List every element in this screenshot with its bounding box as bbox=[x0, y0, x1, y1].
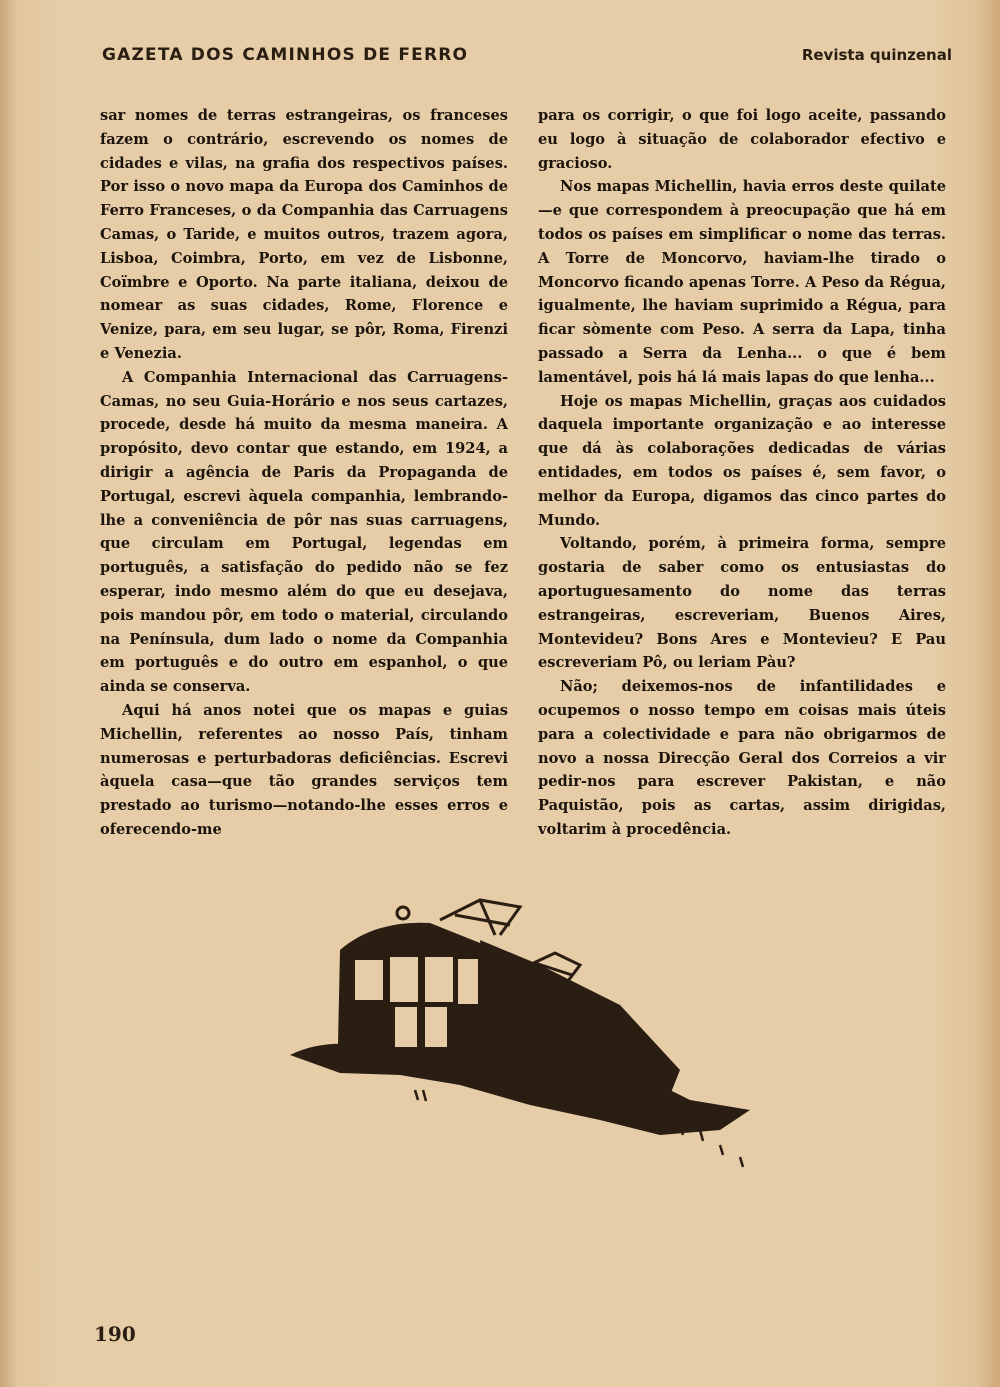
running-header-title: GAZETA DOS CAMINHOS DE FERRO bbox=[102, 45, 469, 65]
paragraph: Voltando, porém, à primeira forma, sempre gostaria de saber como os entusiastas do aportuguesamento do nome das terras estrangeiras, escreveriam, Buenos Aires, Montevideu? Bons Ares e Montevieu? E Pau escreveriam Pô, ou leriam Pàu? bbox=[538, 535, 946, 672]
paragraph: Nos mapas Michellin, havia erros deste quilate —e que correspondem à preocupação que há em todos os países em simplificar o nome das terras. A Torre de Moncorvo, haviam-lhe tirado o Moncorvo ficando apenas Torre. A Peso da Régua, igualmente, lhe haviam suprimido a Régua, para ficar sòmente com Peso. A serra da Lapa, tinha passado a Serra da Lenha... o que é bem lamentável, pois há lá mais lapas do que lenha... bbox=[538, 178, 946, 386]
paragraph: Aqui há anos notei que os mapas e guias Michellin, referentes ao nosso País, tinham numerosas e perturbadoras deficiências. Escrevi àquela casa—que tão grandes serviços tem prestado ao turismo—notando-lhe esses erros e oferecendo-me bbox=[100, 701, 508, 838]
paragraph: sar nomes de terras estrangeiras, os franceses fazem o contrário, escrevendo os nomes de cidades e vilas, na grafia dos respectivos países. Por isso o novo mapa da Europa dos Caminhos de Ferro Franceses, o da Companhia das Carruagens Camas, o Taride, e muitos outros, trazem agora, Lisboa, Coimbra, Porto, em vez de Lisbonne, Coïmbre e Oporto. Na parte italiana, deixou de nomear as suas cidades, Rome, Florence e Venize, para, em seu lugar, se pôr, Roma, Firenzi e Venezia. bbox=[100, 107, 508, 362]
right-column bbox=[538, 104, 946, 842]
electric-train-illustration bbox=[280, 895, 770, 1180]
paragraph: para os corrigir, o que foi logo aceite, passando eu logo à situação de colaborador efectivo e gracioso. bbox=[538, 107, 946, 172]
paragraph: A Companhia Internacional das Carruagens-Camas, no seu Guia-Horário e nos seus cartazes, procede, desde há muito da mesma maneira. A propósito, devo contar que estando, em 1924, a dirigir a agência de Paris da Propaganda de Portugal, escrevi àquela companhia, lembrando-lhe a conveniência de pôr nas suas carruagens, que circulam em Portugal, legendas em português, a satisfação do pedido não se fez esperar, indo mesmo além do que eu desejava, pois mandou pôr, em todo o material, circulando na Península, dum lado o nome da Companhia em português e do outro em espanhol, o que ainda se conserva. bbox=[100, 368, 508, 696]
running-header-right: Revista quinzenal bbox=[801, 46, 952, 64]
paragraph: Não; deixemos-nos de infantilidades e ocupemos o nosso tempo em coisas mais úteis para a colectividade e para não obrigarmos de novo a nossa Direcção Geral dos Correios a vir pedir-nos para escrever Pakistan, e não Paquistão, pois as cartas, assim dirigidas, voltarim à procedência. bbox=[538, 678, 946, 838]
left-column bbox=[100, 104, 508, 842]
paragraph: Hoje os mapas Michellin, graças aos cuidados daquela importante organização e ao interesse que dá às colaborações dedicadas de várias entidades, em todos os países é, sem favor, o melhor da Europa, digamos das cinco partes do Mundo. bbox=[538, 392, 946, 529]
page-number: 190 bbox=[94, 1322, 136, 1346]
